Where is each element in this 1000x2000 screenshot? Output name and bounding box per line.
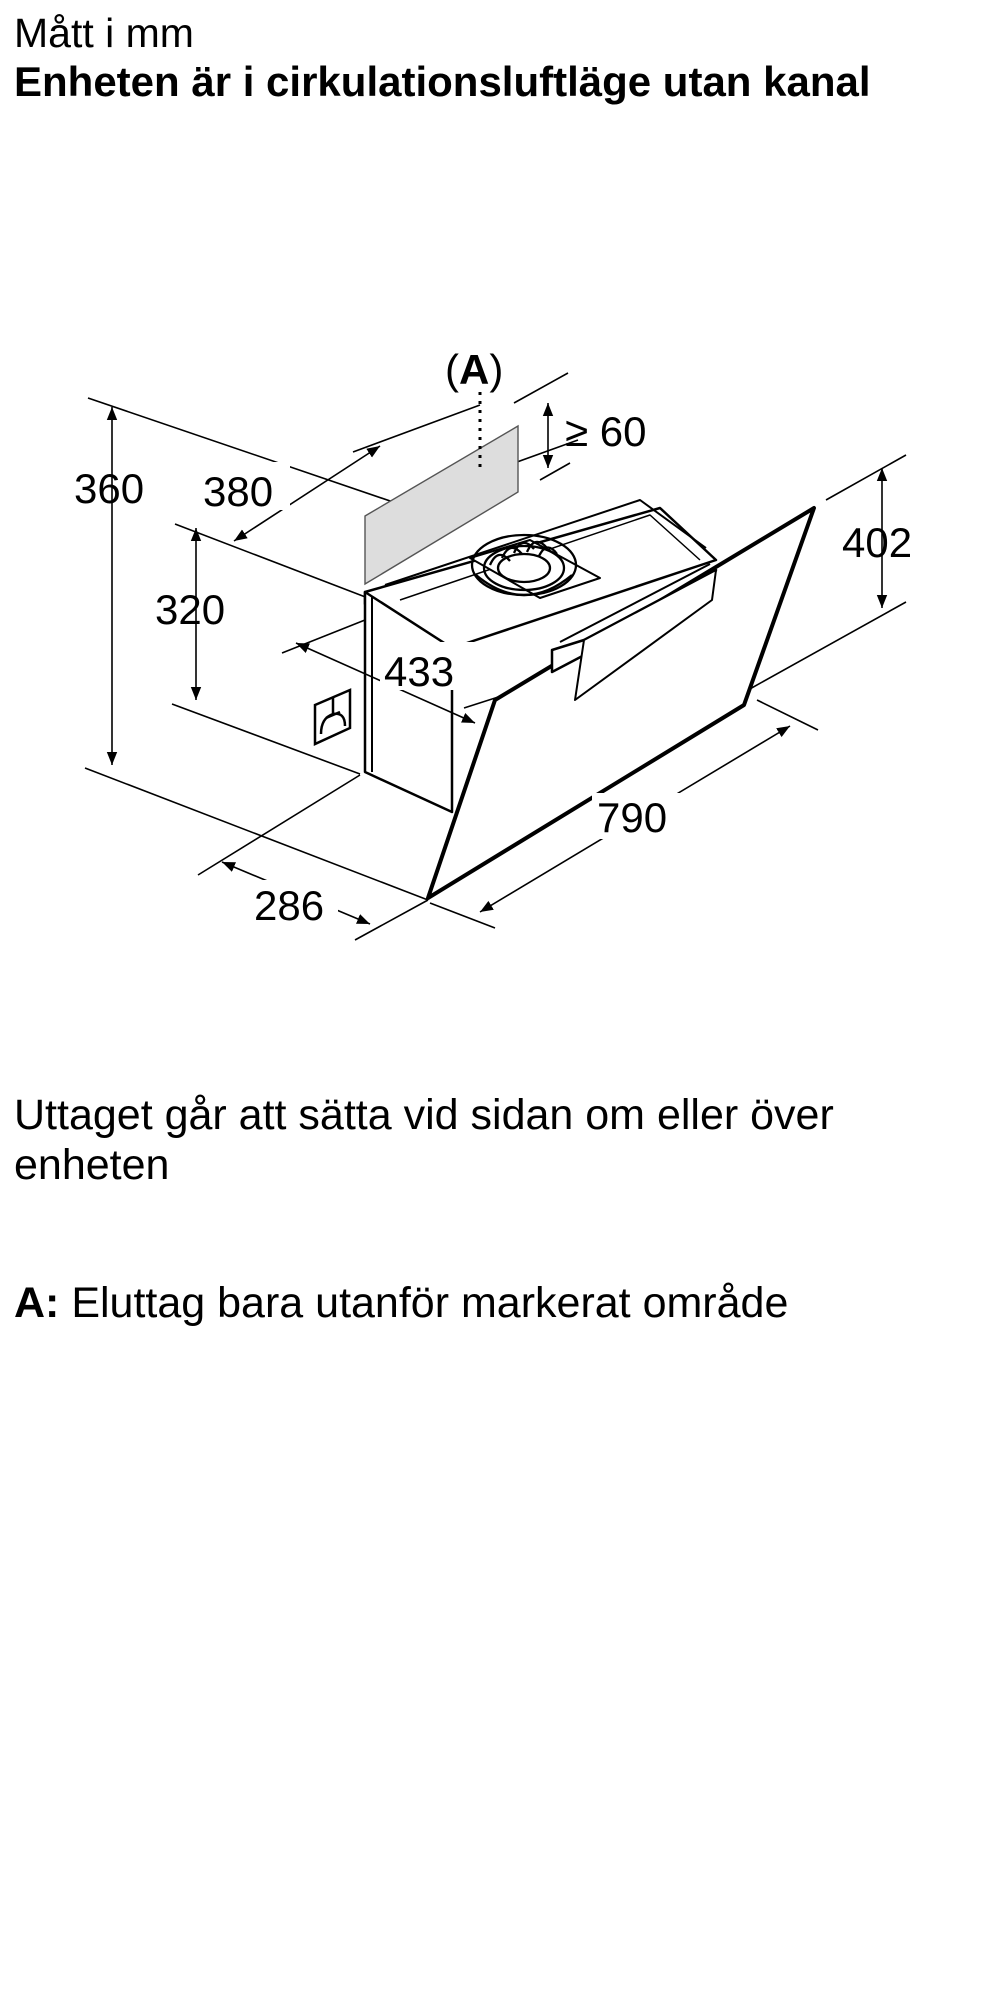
dim-380-label: 380 xyxy=(203,468,274,515)
power-outlet-icon xyxy=(315,690,350,744)
callout-label: (A) xyxy=(445,346,504,393)
page-title: Enheten är i cirkulationsluftläge utan kanal xyxy=(14,58,871,105)
dim-402-label: 402 xyxy=(842,519,913,566)
units-caption: Mått i mm xyxy=(14,10,194,56)
dim-433-label: 433 xyxy=(384,648,455,695)
hood-body xyxy=(365,500,814,898)
legend-key: A: xyxy=(14,1279,60,1327)
dim-320-label: 320 xyxy=(155,586,226,633)
dim-286-label: 286 xyxy=(254,882,325,929)
outlet-note: Uttaget går att sätta vid sidan om eller över enheten xyxy=(14,1091,834,1189)
legend-a xyxy=(14,1278,788,1328)
dim-min60-label: ≥ 60 xyxy=(565,408,647,455)
dim-790-label: 790 xyxy=(597,794,668,841)
dimension-diagram xyxy=(0,330,1000,960)
legend-text: Eluttag bara utanför markerat område xyxy=(71,1279,789,1327)
dim-360-label: 360 xyxy=(74,465,145,512)
